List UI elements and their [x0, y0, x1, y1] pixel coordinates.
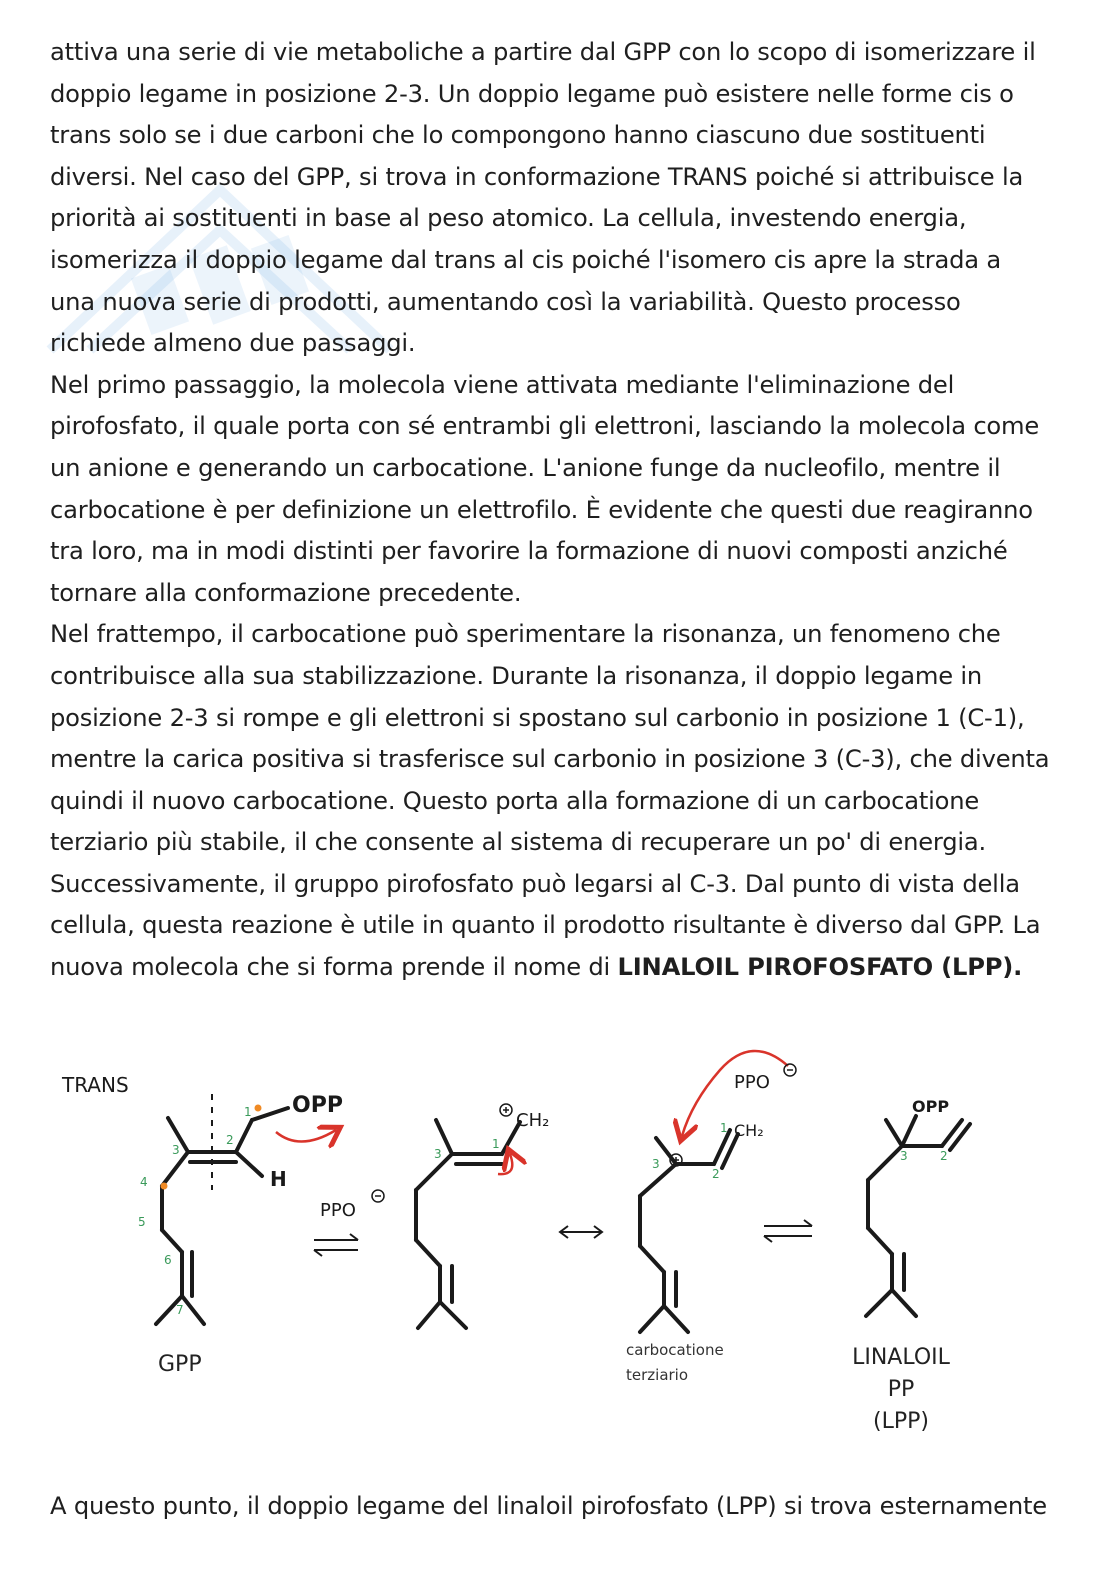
lpp-term: LINALOIL PIROFOSFATO (LPP). — [617, 953, 1023, 982]
carbon-number: 3 — [172, 1143, 180, 1157]
carbon-number: 4 — [140, 1175, 148, 1189]
lpp-label-line: LINALOIL PP — [852, 1345, 950, 1402]
ch2-label: CH₂ — [734, 1121, 764, 1140]
carbon-number: 3 — [652, 1157, 660, 1171]
paragraph-3 — [50, 614, 1060, 988]
text-line: tra loro, ma in modi distinti per favorire la formazione di nuovi composti anziché — [50, 537, 1008, 566]
carbon-number: 3 — [434, 1147, 442, 1161]
text-line: cellula, questa reazione è utile in quanto il prodotto risultante è diverso dal GPP. La — [50, 911, 1041, 940]
bottom-text: A questo punto, il doppio legame del linaloil pirofosfato (LPP) si trova esternamente — [50, 1492, 1047, 1520]
gpp-label: GPP — [158, 1352, 202, 1377]
ppo-anion-label: PPO — [734, 1072, 770, 1093]
opp-label: OPP — [292, 1093, 343, 1118]
text-line: posizione 2-3 si rompe e gli elettroni si spostano sul carbonio in posizione 1 (C-1), — [50, 703, 1025, 732]
carbon-number: 3 — [900, 1149, 908, 1163]
h-label: H — [270, 1167, 287, 1191]
text-line: quindi il nuovo carbocatione. Questo porta alla formazione di un carbocatione — [50, 786, 980, 815]
allyl-cation-structure — [416, 1120, 520, 1328]
text-line: nuova molecola che si forma prende il nome di — [50, 953, 618, 982]
carbon-number: 2 — [226, 1133, 234, 1147]
lpp-structure — [866, 1116, 970, 1316]
paragraph-1 — [50, 32, 1060, 365]
text-line: priorità ai sostituenti in base al peso atomico. La cellula, investendo energia, — [50, 204, 967, 233]
carbocation-label-line: terziario — [626, 1366, 689, 1384]
gpp-structure — [156, 1108, 288, 1324]
text-line: trans solo se i due carboni che lo compongono hanno ciascuno due sostituenti — [50, 121, 986, 150]
equilibrium-arrows — [764, 1220, 812, 1242]
carbon-number: 1 — [492, 1137, 500, 1151]
text-line: un anione e generando un carbocatione. L'anione funge da nucleofilo, mentre il — [50, 453, 1001, 482]
text-line: terziario più stabile, il che consente al sistema di recuperare un po' di energia. — [50, 828, 987, 857]
text-line: Nel primo passaggio, la molecola viene attivata mediante l'eliminazione del — [50, 370, 955, 399]
text-line: una nuova serie di prodotti, aumentando così la variabilità. Questo processo — [50, 287, 961, 316]
text-line: richiede almeno due passaggi. — [50, 329, 416, 358]
text-line: Successivamente, il gruppo pirofosfato può legarsi al C-3. Dal punto di vista della — [50, 869, 1020, 898]
electron-dot — [255, 1105, 262, 1112]
lpp-label — [836, 1342, 966, 1438]
resonance-arrow — [560, 1226, 602, 1238]
carbon-number: 1 — [720, 1121, 728, 1135]
text-line: tornare alla conformazione precedente. — [50, 578, 522, 607]
equilibrium-arrows — [314, 1234, 358, 1256]
text-line: isomerizza il doppio legame dal trans al cis poiché l'isomero cis apre la strada a — [50, 245, 1001, 274]
carbocation-label-line: carbocatione — [626, 1341, 724, 1359]
carbon-number: 6 — [164, 1253, 172, 1267]
carbon-number: 2 — [712, 1167, 720, 1181]
text-line: attiva una serie di vie metaboliche a partire dal GPP con lo scopo di isomerizzare il — [50, 38, 1036, 66]
lpp-label-line: (LPP) — [873, 1409, 929, 1434]
text-line: contribuisce alla sua stabilizzazione. Durante la risonanza, il doppio legame in — [50, 661, 983, 690]
ppo-anion-label: PPO — [320, 1200, 356, 1221]
text-line: doppio legame in posizione 2-3. Un doppio legame può esistere nelle forme cis o — [50, 79, 1014, 108]
main-text — [50, 32, 1060, 989]
carbocation-label — [626, 1338, 724, 1388]
carbon-number: 2 — [940, 1149, 948, 1163]
text-line: mentre la carica positiva si trasferisce sul carbonio in posizione 3 (C-3), che diventa — [50, 745, 1050, 774]
text-line: carbocatione è per definizione un elettrofilo. È evidente che questi due reagiranno — [50, 495, 1033, 524]
paragraph-2 — [50, 365, 1060, 615]
text-line: Nel frattempo, il carbocatione può sperimentare la risonanza, un fenomeno che — [50, 620, 1001, 649]
trans-label: TRANS — [62, 1073, 129, 1097]
carbon-numbering — [138, 1105, 948, 1317]
carbon-number: 1 — [244, 1105, 252, 1119]
text-line: diversi. Nel caso del GPP, si trova in conformazione TRANS poiché si attribuisce la — [50, 162, 1024, 191]
electron-dot — [161, 1183, 168, 1190]
reaction-scheme — [40, 1040, 1080, 1434]
curved-arrow — [276, 1130, 336, 1142]
ch2-label: CH₂ — [516, 1110, 550, 1131]
opp-label: OPP — [912, 1097, 950, 1116]
carbon-number: 7 — [176, 1303, 184, 1317]
text-line: pirofosfato, il quale porta con sé entrambi gli elettroni, lasciando la molecola come — [50, 412, 1040, 441]
carbon-number: 5 — [138, 1215, 146, 1229]
